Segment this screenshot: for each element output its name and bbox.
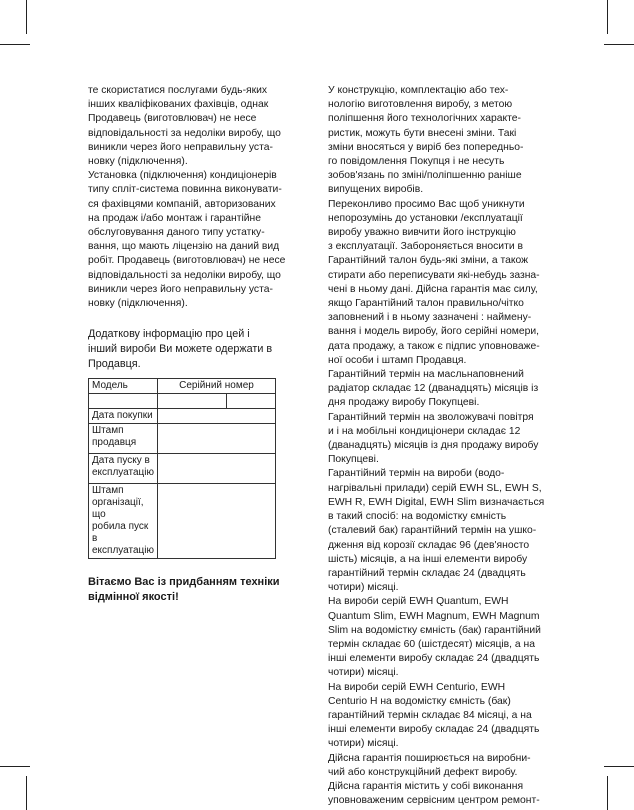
text-line: На вироби серій EWH Quantum, EWH — [328, 596, 509, 608]
text-line: Штамп — [92, 485, 124, 497]
text-line: виникли через його неправильну уста- — [88, 141, 273, 153]
text-line: те скористатися послугами будь-яких — [88, 85, 268, 96]
text-line: Гарантійний термін на зволожувачі повітря — [328, 411, 534, 423]
seller-stamp-cell[interactable] — [158, 424, 276, 454]
text-line: новку (підключення). — [88, 298, 188, 310]
split-system-paragraph — [88, 169, 308, 311]
text-line: інших кваліфікованих фахівців, однак — [88, 99, 269, 111]
text-line: Продавець (виготовлювач) не несе — [88, 113, 257, 125]
text-line: відповідальності за недоліки виробу, що — [88, 269, 281, 281]
text-line: термін складає 60 (шістдесят) місяців, а на — [328, 638, 536, 650]
text-line: шість) місяців, а на інші елементи виробу — [328, 553, 528, 565]
text-line: Slim на водомістку ємність (бак) гарантійний — [328, 624, 541, 636]
text-line: EWH R, EWH Digital, EWH Slim визначається — [328, 496, 545, 508]
text-line: чий або конструкційний дефект виробу. — [328, 766, 518, 778]
right-column — [328, 84, 550, 808]
text-line: Гарантійний талон будь-які зміни, а також — [328, 255, 529, 267]
text-line: робила пуск в — [92, 521, 149, 545]
text-line: гарантійний термін складає 84 місяці, а на — [328, 709, 532, 721]
text-line: новку (підключення). — [88, 156, 188, 168]
text-line: Покупцеві. — [328, 454, 379, 466]
warranty-terms-text — [328, 84, 550, 808]
purchase-date-cell[interactable] — [158, 409, 276, 424]
left-column — [88, 84, 308, 605]
text-line: відмінної якості! — [88, 591, 179, 604]
text-line: вання і модель виробу, його серійні номери, — [328, 326, 540, 338]
text-line: зобов'язань по зміні/поліпшенню раніше — [328, 170, 522, 182]
crop-mark — [26, 776, 27, 810]
text-line: нологію виготовлення виробу, з метою — [328, 99, 513, 111]
text-line: гарантійний термін складає 24 (двадцять — [328, 567, 526, 579]
text-line: го повідомлення Покупця і не несуть — [328, 156, 505, 168]
text-line: виникли через його неправильну уста- — [88, 283, 273, 295]
text-line: інші елементи виробу складає 24 (двадцять — [328, 724, 540, 736]
text-line: Дата пуску в — [92, 455, 150, 467]
text-line: робіт. Продавець (виготовлювач) не несе — [88, 255, 286, 267]
text-line: Штамп — [92, 425, 124, 437]
installation-paragraph — [88, 84, 308, 169]
org-stamp-label — [89, 484, 158, 559]
text-line: Продавця. — [88, 358, 141, 371]
text-line: експлуатацію — [92, 545, 155, 557]
text-line: поліпшення його технологічних характе- — [328, 113, 521, 125]
text-line: продавця — [92, 437, 137, 449]
text-line: Дійсна гарантія містить у собі виконання — [328, 780, 524, 792]
registration-table — [88, 378, 276, 559]
text-line: ся фахівцями компаній, авторизованих — [88, 198, 276, 210]
text-line: організації, що — [92, 497, 144, 521]
text-line: Centurio H на водомістку ємність (бак) — [328, 695, 511, 707]
text-line: и і на мобільні кондиціонери складає 12 — [328, 425, 521, 437]
text-line: Гарантійний термін на масльнаповнений — [328, 369, 524, 381]
crop-mark — [26, 0, 27, 34]
text-line: чотири) місяці. — [328, 582, 399, 594]
crop-mark — [0, 766, 30, 767]
text-line: (дванадцять) місяців із дня продажу виробу — [328, 440, 539, 452]
text-line: (сталевий бак) гарантійний термін на ушко- — [328, 525, 537, 537]
text-line: зміни вносяться у виріб без попередньо- — [328, 141, 524, 153]
text-line: обслуговування даного типу устатку- — [88, 227, 265, 239]
start-date-label — [89, 454, 158, 484]
crop-mark — [607, 776, 608, 810]
crop-mark — [607, 0, 608, 34]
text-line: На вироби серій EWH Centurio, EWH — [328, 681, 506, 693]
text-line: Вітаємо Вас із придбанням техніки — [88, 576, 280, 589]
more-info-paragraph — [88, 327, 308, 372]
text-line: дження від корозії складає 96 (дев'яносто — [328, 539, 530, 551]
org-stamp-cell[interactable] — [158, 484, 276, 559]
text-line: дня продажу виробу Покупцеві. — [328, 397, 480, 409]
text-line: уповноваженим сервісним центром ремонт- — [328, 795, 540, 807]
text-line: експлуатацію — [92, 467, 155, 479]
serial-value-cell[interactable] — [227, 394, 276, 409]
crop-mark — [604, 44, 634, 45]
text-line: Quantum Slim, EWH Magnum, EWH Magnum — [328, 610, 540, 622]
start-date-cell[interactable] — [158, 454, 276, 484]
text-line: непорозумінь до установки /експлуатації — [328, 212, 523, 224]
text-line: в такий спосіб: на водомістку ємність — [328, 511, 507, 523]
model-value-cell[interactable] — [89, 394, 158, 409]
text-line: на продаж і/або монтаж і гарантійне — [88, 212, 261, 224]
text-line: дата продажу, а також є підпис уповноваже- — [328, 340, 540, 352]
text-line: стирати або переписувати які-небудь зазна- — [328, 269, 540, 281]
text-line: інші елементи виробу складає 24 (двадцять — [328, 653, 540, 665]
text-line: Переконливо просимо Вас щоб уникнути — [328, 198, 525, 210]
text-line: Гарантійний термін на вироби (водо- — [328, 468, 505, 480]
crop-mark — [604, 766, 634, 767]
text-line: чотири) місяці. — [328, 667, 399, 679]
crop-mark — [0, 44, 30, 45]
serial-value-cell[interactable] — [158, 394, 227, 409]
text-line: якщо Гарантійний талон правильно/чітко — [328, 298, 524, 310]
text-line: інший вироби Ви можете одержати в — [88, 343, 273, 356]
text-line: Установка (підключення) кондиціонерів — [88, 170, 277, 182]
model-label: Модель — [89, 379, 158, 394]
text-line: відповідальності за недоліки виробу, що — [88, 127, 281, 139]
text-line: з експлуатації. Забороняється вносити в — [328, 241, 523, 253]
text-line: радіатор складає 12 (дванадцять) місяців із — [328, 383, 539, 395]
text-line: ристик, можуть бути внесені зміни. Такі — [328, 127, 517, 139]
text-line: чотири) місяці. — [328, 738, 399, 750]
serial-number-label: Серійний номер — [158, 379, 276, 394]
text-line: чені в ньому дані. Дійсна гарантія має силу, — [328, 283, 538, 295]
text-line: Дійсна гарантія поширюється на виробни- — [328, 752, 531, 764]
text-line: ної особи і штамп Продавця. — [328, 354, 467, 366]
text-line: У конструкцію, комплектацію або тех- — [328, 85, 509, 96]
text-line: виробу уважно вивчити його інструкцію — [328, 227, 516, 239]
text-line: типу спліт-система повинна виконувати- — [88, 184, 282, 196]
text-line: заповнений і в ньому зазначені : наймену- — [328, 312, 532, 324]
text-line: Додаткову інформацію про цей і — [88, 328, 250, 341]
seller-stamp-label — [89, 424, 158, 454]
text-line: випущених виробів. — [328, 184, 424, 196]
greeting-heading — [88, 575, 308, 605]
purchase-date-label: Дата покупки — [89, 409, 158, 424]
text-line: нагрівальні прилади) серій EWH SL, EWH S, — [328, 482, 542, 494]
text-line: вання, що мають ліцензію на даний вид — [88, 241, 280, 253]
